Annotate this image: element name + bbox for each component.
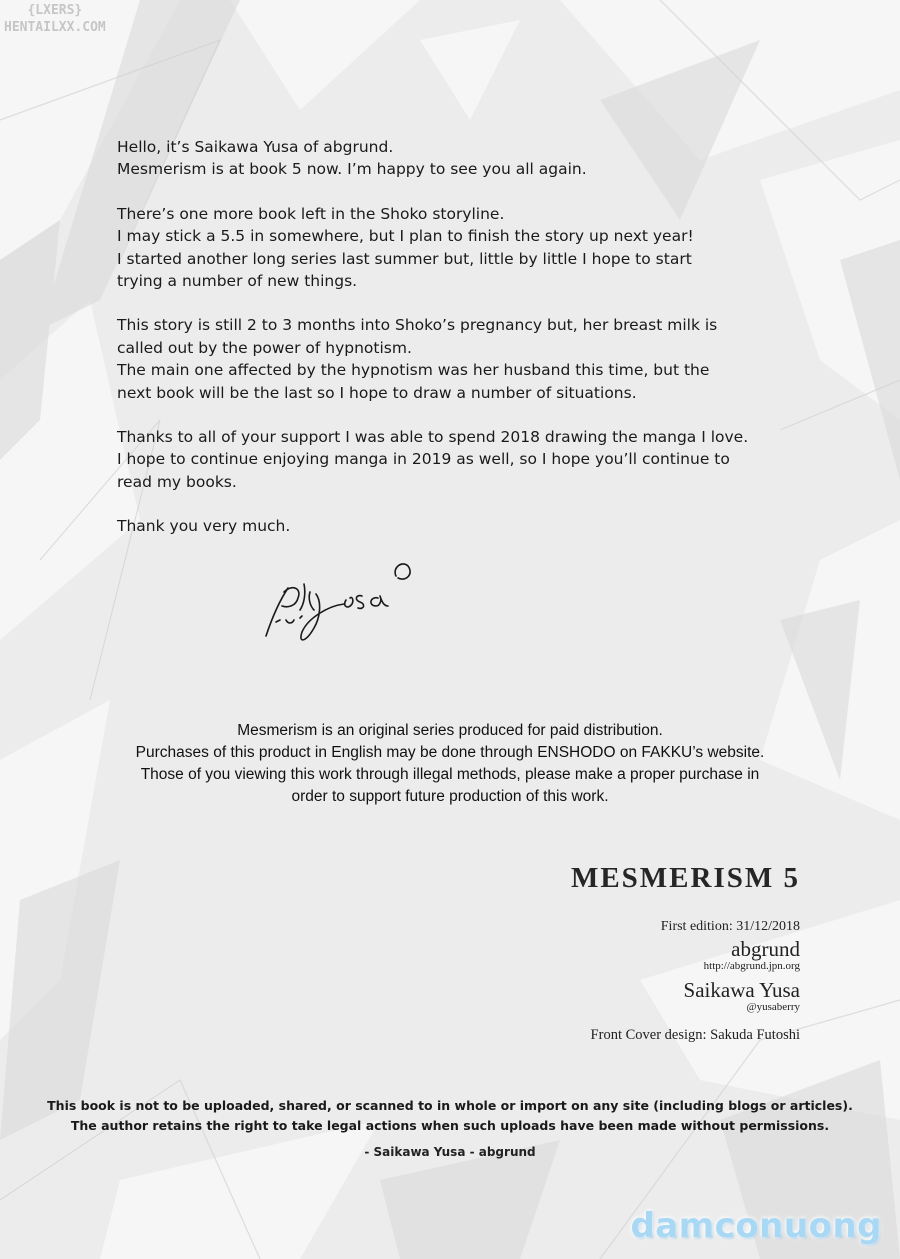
notice-line: order to support future production of this work. <box>291 788 609 805</box>
disclaimer-line: This book is not to be uploaded, shared, or scanned to in whole or import on any site (including blogs or articles). <box>47 1098 853 1113</box>
letter-line: Thanks to all of your support I was able to spend 2018 drawing the manga I love. <box>117 428 749 447</box>
author-letter <box>117 136 757 560</box>
letter-line: Thank you very much. <box>117 517 291 536</box>
watermark-line-2: HENTAILXX.COM <box>4 20 106 35</box>
notice-line: Those of you viewing this work through illegal methods, please make a proper purchase in <box>140 766 760 783</box>
letter-line: This story is still 2 to 3 months into Shoko’s pregnancy but, her breast milk is <box>117 316 718 335</box>
author-name: Saikawa Yusa <box>683 978 800 1002</box>
letter-paragraph <box>117 203 757 293</box>
letter-line: I may stick a 5.5 in somewhere, but I plan to finish the story up next year! <box>117 227 694 246</box>
cover-design-credit: Front Cover design: Sakuda Futoshi <box>590 1027 800 1043</box>
letter-line: I hope to continue enjoying manga in 2019 as well, so I hope you’ll continue to <box>117 450 730 469</box>
letter-paragraph <box>117 314 757 404</box>
letter-line: The main one affected by the hypnotism was her husband this time, but the <box>117 361 710 380</box>
disclaimer-line: The author retains the right to take legal actions when such uploads have been made without permissions. <box>70 1118 830 1133</box>
colophon <box>591 918 800 1044</box>
disclaimer-signoff: - Saikawa Yusa - abgrund <box>364 1145 536 1159</box>
watermark-line-1: {LXERS} <box>27 3 83 18</box>
letter-line: Mesmerism is at book 5 now. I’m happy to see you all again. <box>117 160 587 179</box>
distribution-notice <box>60 720 840 808</box>
letter-line: called out by the power of hypnotism. <box>117 338 412 357</box>
letter-line: Hello, it’s Saikawa Yusa of abgrund. <box>117 138 394 156</box>
letter-line: There’s one more book left in the Shoko storyline. <box>117 204 505 223</box>
circle-url: http://abgrund.jpn.org <box>703 960 800 972</box>
letter-paragraph <box>117 515 757 537</box>
letter-line: next book will be the last so I hope to draw a number of situations. <box>117 383 637 402</box>
book-title: MESMERISM 5 <box>570 862 800 894</box>
site-watermark-bottom: damconuong <box>630 1206 882 1246</box>
letter-line: I started another long series last summer but, little by little I hope to start <box>117 249 692 268</box>
first-edition-date: First edition: 31/12/2018 <box>660 919 800 934</box>
letter-line: read my books. <box>117 472 237 491</box>
author-signature-icon <box>258 548 418 648</box>
notice-line: Purchases of this product in English may be done through ENSHODO on FAKKU’s website. <box>135 744 765 761</box>
copyright-disclaimer <box>40 1096 860 1136</box>
circle-name: abgrund <box>731 937 800 961</box>
site-watermark-top <box>4 2 106 36</box>
notice-line: Mesmerism is an original series produced for paid distribution. <box>237 722 663 739</box>
letter-paragraph <box>117 426 757 493</box>
letter-line: trying a number of new things. <box>117 272 358 291</box>
letter-paragraph <box>117 136 757 181</box>
author-handle: @yusaberry <box>746 1001 800 1013</box>
